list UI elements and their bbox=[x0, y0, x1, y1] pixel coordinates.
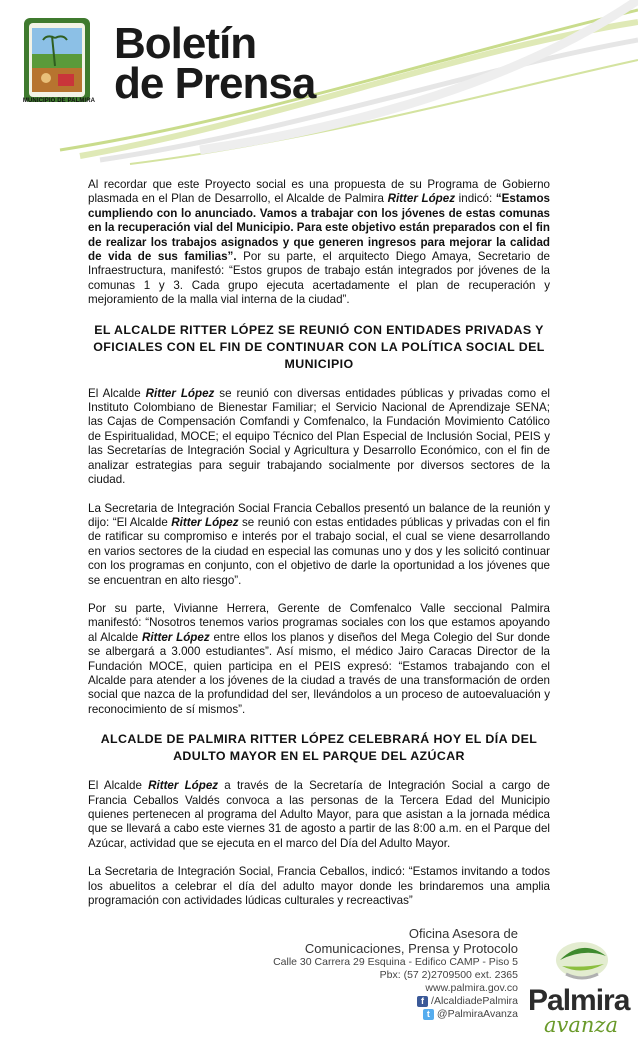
p4-mayor-name: Ritter López bbox=[142, 630, 210, 644]
paragraph-4 bbox=[88, 602, 550, 717]
facebook-handle[interactable]: /AlcaldiadePalmira bbox=[431, 995, 518, 1007]
p1-quote: “Estamos cumpliendo con lo anunciado. Vamos a trabajar con los jóvenes de estas comunas en la recuperación vial del Municipio. Para este objetivo están preparados con el fin de realizar los trabajos asignados y que generen ingresos para mejorar la calidad de vida de sus familias”. bbox=[88, 192, 550, 264]
p5-text-b: a través de la Secretaría de Integración Social a cargo de Francia Ceballos Valdés convoca a las personas de la Tercera Edad del Municipio quienes pertenecen al programa del Adulto Mayor, para que asistan a la jornada médica que se llevará a cabo este viernes 31 de agosto a partir de las 8:00 a.m. en el Parque del Azúcar, actividad que se ejecuta en el marco del Día del Adulto Mayor. bbox=[88, 779, 550, 850]
p4-text-a: Por su parte, Vivianne Herrera, Gerente de Comfenalco Valle seccional Palmira manifestó: “Nosotros tenemos varios programas sociales con los que estamos apoyando al Alcalde bbox=[88, 601, 550, 644]
brand-name: Palmira bbox=[528, 984, 630, 1017]
paragraph-2 bbox=[88, 387, 550, 488]
p4-text-b: entre ellos los planos y diseños del Mega Colegio del Sur donde se albergará a 3.000 estudiantes”. Así mismo, el médico Jairo Caracas Director de la Fundación MOCE, quien participa en el PEIS expresó: “Estamos trabajando con el Alcalde para atender a los jóvenes de la ciudad a través de una transformación de orden social que nazca de la profundidad del ser, llevándolos a un proceso de autoevaluación y reconocimiento de sí mismos”. bbox=[88, 630, 550, 716]
p3-mayor-name: Ritter López bbox=[171, 515, 239, 529]
brand-tagline: avanza bbox=[544, 1013, 619, 1037]
footer-website-link[interactable]: www.palmira.gov.co bbox=[425, 982, 518, 994]
footer-contact bbox=[273, 926, 518, 1021]
p2-text-b: se reunió con diversas entidades públicas y privadas como el Instituto Colombiano de Bienestar Familiar; el Servicio Nacional de Aprendizaje SENA; las Cajas de Compensación Comfandi y Comfenalco, la Fundación Movimiento Católico de Espiritualidad, MOCE; el equipo Técnico del Plan Especial de Inclusión Social, PEIS y las Secretarías de Integración Social y Agricultura y Desarrollo Económico, con el fin de analizar estrategias para seguir trabajando socialmente por diversos sectores de la ciudad. bbox=[88, 386, 550, 487]
p1-text: Al recordar que este Proyecto social es una propuesta de su Programa de Gobierno plasmada en el Plan de Desarrollo, el Alcalde de Palmira bbox=[88, 178, 550, 206]
p1-text2: indicó: bbox=[455, 192, 496, 206]
twitter-handle[interactable]: @PalmiraAvanza bbox=[436, 1008, 518, 1020]
footer-office: Oficina Asesora de bbox=[408, 926, 518, 941]
article-body bbox=[88, 178, 550, 922]
section-heading-2: ALCALDE DE PALMIRA RITTER LÓPEZ CELEBRARÁ HOY EL DÍA DEL ADULTO MAYOR EN EL PARQUE DEL AZÚCAR bbox=[100, 732, 538, 764]
bulletin-title-line2: de Prensa bbox=[114, 59, 316, 108]
footer-twitter-row[interactable] bbox=[273, 1008, 518, 1021]
paragraph-5 bbox=[88, 779, 550, 851]
p3-text-a: La Secretaria de Integración Social Francia Ceballos presentó un balance de la reunión y dijo: “El Alcalde bbox=[88, 501, 550, 529]
p3-text-b: se reunió con estas entidades públicas y privadas con el fin de ratificar su compromiso e interés por el trabajo social, el cual se viene desarrollando en varios sectores de la ciudad en especial las comunas uno y dos y les solicitó continuar con los programas en conjunto, con el objetivo de darle la oportunidad a los jóvenes que se encuentran en alto riesgo”. bbox=[88, 515, 550, 587]
p5-text-a: El Alcalde bbox=[88, 779, 149, 793]
paragraph-6: La Secretaria de Integración Social, Francia Ceballos, indicó: “Estamos invitando a todos los abuelitos a celebrar el día del adulto mayor donde les brindaremos una amplia programación con actividades lúdicas culturales y recreactivas” bbox=[88, 865, 550, 908]
twitter-icon: t bbox=[423, 1009, 434, 1020]
logo-caption: MUNICIPIO DE PALMIRA bbox=[22, 98, 96, 104]
header-swoosh-decoration bbox=[0, 0, 638, 170]
paragraph-1 bbox=[88, 178, 550, 308]
footer-address: Calle 30 Carrera 29 Esquina - Edifico CAMP - Piso 5 bbox=[273, 956, 518, 968]
footer-department: Comunicaciones, Prensa y Protocolo bbox=[304, 941, 518, 956]
bulletin-title-line1: Boletín bbox=[114, 19, 257, 68]
p5-mayor-name: Ritter López bbox=[148, 779, 219, 793]
p2-mayor-name: Ritter López bbox=[145, 386, 215, 400]
municipio-palmira-logo bbox=[22, 16, 92, 106]
section-heading-1: EL ALCALDE RITTER LÓPEZ SE REUNIÓ CON ENTIDADES PRIVADAS Y OFICIALES CON EL FIN DE CONTINUAR CON LA POLÍTICA SOCIAL DEL MUNICIPIO bbox=[93, 322, 545, 371]
page-header bbox=[0, 0, 638, 150]
p1-mayor-name: Ritter López bbox=[387, 192, 456, 206]
footer-phone: Pbx: (57 2)2709500 ext. 2365 bbox=[379, 969, 518, 981]
footer-facebook-row[interactable] bbox=[273, 995, 518, 1008]
paragraph-3 bbox=[88, 502, 550, 588]
p1-text3: Por su parte, el arquitecto Diego Amaya, Secretario de Infraestructura, manifestó: “Estos grupos de trabajo están integrados por jóvenes de la comunas 1 y 3. Cada grupo ejecuta acertadamente el plan de recuperación y mejoramiento de la malla vial interna de la ciudad”. bbox=[88, 250, 550, 307]
p2-text-a: El Alcalde bbox=[88, 386, 146, 400]
facebook-icon: f bbox=[417, 996, 428, 1007]
